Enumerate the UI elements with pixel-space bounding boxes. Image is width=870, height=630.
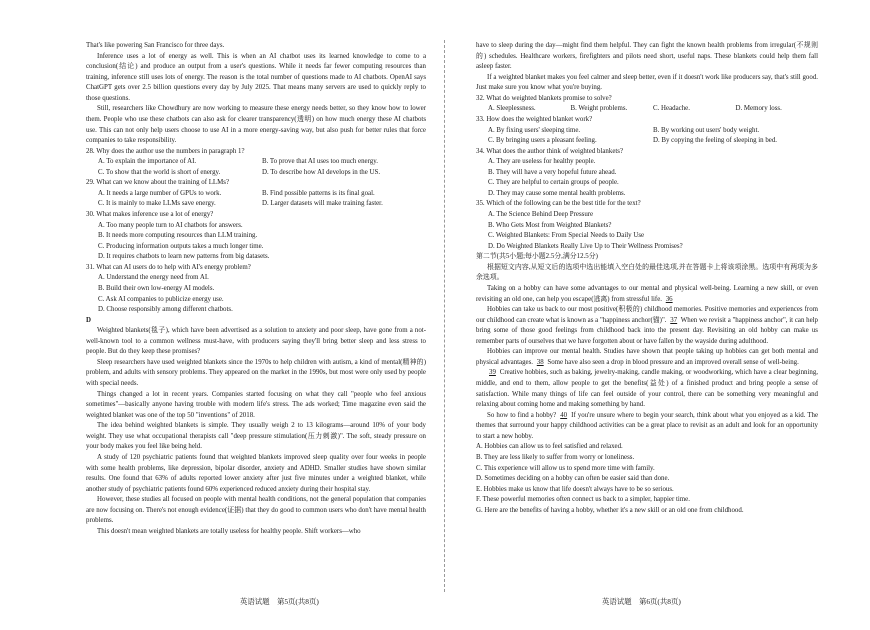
paragraph: That's like powering San Francisco for three days.: [86, 42, 225, 49]
column-divider: [444, 40, 445, 592]
paragraph: Sleep researchers have used weighted blankets since the 1970s to help children with autism, a kind of mental(精神的) problem, and adults with sensory problems. They appeared on the market in the 1990s, but most were only used by people with special needs.: [86, 358, 426, 387]
choice-b: B. They are less likely to suffer from worry or loneliness.: [476, 453, 635, 461]
question-30: 30. What makes inference use a lot of energy?: [86, 211, 214, 218]
option-31a: A. Understand the energy need from AI.: [98, 274, 209, 282]
option-30a: A. Too many people turn to AI chatbots for answers.: [98, 221, 243, 229]
question-29: 29. What can we know about the training of LLMs?: [86, 179, 230, 187]
option-32b: B. Weight problems.: [570, 105, 628, 113]
left-column: [86, 41, 426, 537]
option-28b: B. To prove that AI uses too much energy.: [262, 158, 378, 166]
text: Creative hobbies, such as baking, jewelry-making, candle making, or woodworking, which have a clear beginning, middle, and end to them, allow people to get the benefits(益处) of a finished product and bring people a sense of satisfaction. While many things of life can feel outside of your control, there can be something very meaningful and relaxing about coming home and making something by hand.: [476, 369, 818, 409]
option-34b: B. They will have a very hopeful future ahead.: [488, 168, 617, 176]
text: Some have also seen a drop in blood pressure and an improved overall sense of well-being.: [547, 358, 799, 366]
option-32c: C. Headache.: [653, 105, 690, 113]
blank-38: 38: [536, 358, 544, 366]
option-30d: D. It requires chatbots to learn new patterns from big datasets.: [98, 253, 270, 261]
option-34a: A. They are useless for healthy people.: [488, 158, 596, 166]
paragraph: [476, 411, 818, 443]
option-29c: C. It is mainly to make LLMs save energy.: [98, 200, 216, 208]
page-footer-right: 英语试题 第6页(共8页): [602, 597, 681, 606]
passage-d-heading: D: [86, 316, 91, 324]
option-34c: C. They are helpful to certain groups of people.: [488, 179, 619, 187]
option-33c: C. By bringing users a pleasant feeling.: [488, 137, 597, 145]
paragraph: However, these studies all focused on people with mental health conditions, not the general population that companies are now focusing on. There's not enough evidence(证据) that they do good to common users who don't have mental health problems.: [86, 496, 426, 525]
options-row: [86, 168, 426, 179]
paragraph: [476, 305, 818, 347]
question-33: 33. How does the weighted blanket work?: [476, 115, 593, 123]
option-28a: A. To explain the importance of AI.: [98, 158, 197, 166]
section-heading: 第二节(共5小题;每小题2.5分,满分12.5分): [476, 253, 598, 261]
options-row: [86, 199, 426, 210]
option-35c: C. Weighted Blankets: From Special Needs to Daily Use: [488, 232, 645, 240]
paragraph: [476, 368, 818, 410]
paragraph: have to sleep during the day—might find them helpful. They can fight the known health problems from irregular(不规则的) schedules. Healthcare workers, firefighters and pilots need short, useful naps. These blankets could help them fall asleep faster.: [476, 42, 818, 71]
blank-36: 36: [665, 295, 673, 303]
options-row: [86, 157, 426, 168]
option-35d: D. Do Weighted Blankets Really Live Up to Their Wellness Promises?: [488, 242, 683, 250]
option-32a: A. Sleeplessness.: [488, 105, 536, 113]
paragraph: [476, 284, 818, 305]
page-footer-left: 英语试题 第5页(共8页): [240, 597, 319, 606]
choice-c: C. This experience will allow us to spend more time with family.: [476, 464, 655, 472]
question-28: 28. Why does the author use the numbers in paragraph 1?: [86, 147, 245, 155]
option-35a: A. The Science Behind Deep Pressure: [488, 211, 594, 218]
option-29d: D. Larger datasets will make training faster.: [262, 200, 383, 208]
question-31: 31. What can AI users do to help with AI's energy problem?: [86, 263, 251, 271]
paragraph: Inference uses a lot of energy as well. This is when an AI chatbot uses its learned knowledge to come to a conclusion(结论) and produce an output from a user's questions. While it needs far fewer computing resources than training, inference still uses lots of energy. The reason is the total number of questions made to AI chatbots. OpenAI says ChatGPT gets over 2.5 billion questions every day by July 2025. That means many servers are used to quickly reply to those questions.: [86, 52, 426, 102]
option-31b: B. Build their own low-energy AI models.: [98, 284, 215, 292]
choice-d: D. Sometimes deciding on a hobby can often be easier said than done.: [476, 475, 670, 483]
choice-g: G. Here are the benefits of having a hobby, whether it's a new skill or an old one from childhood.: [476, 506, 744, 514]
option-31c: C. Ask AI companies to publicize energy use.: [98, 295, 224, 303]
text: So how to find a hobby?: [487, 411, 557, 419]
text: Hobbies can take us back to our most positive(积极的) childhood memories. Positive memories and experiences from our childhood can create what is known as a "happiness anchor(锚)".: [476, 306, 818, 324]
options-row: [476, 104, 818, 115]
text: When we revisit a "happiness anchor", it can help bring some of those good feelings from childhood back into the present day. Revisiting an old hobby can make us remember parts of ourselves that we have forgotten about or have fallen by the wayside during adulthood.: [476, 316, 818, 345]
option-29a: A. It needs a large number of GPUs to work.: [98, 189, 222, 197]
paragraph: This doesn't mean weighted blankets are totally useless for healthy people. Shift workers—who: [97, 527, 361, 535]
paragraph: Weighted blankets(毯子), which have been advertised as a solution to anxiety and poor sleep, have gone from a not-well-known tool to a common wellness must-have, with producers saying they'll bring better sleep and less stress to people. But do they keep these promises?: [86, 327, 426, 356]
question-35: 35. Which of the following can be the best title for the text?: [476, 200, 641, 208]
paragraph: A study of 120 psychiatric patients found that weighted blankets improved sleep quality over four weeks in people with some health problems, like depression, bipolar disorder, anxiety and ADHD. Smaller studies have shown similar results. One found that 63% of adults reported lower anxiety after just five minutes under a weighted blanket, while another study of psychiatric patients found 60% experienced reduced anxiety during their hospital stay.: [86, 453, 426, 493]
option-28d: D. To describe how AI develops in the US.: [262, 168, 381, 176]
option-31d: D. Choose responsibly among different chatbots.: [98, 306, 233, 314]
option-33b: B. By working out users' body weight.: [653, 126, 760, 134]
section-instructions: 根据短文内容,从短文后的选项中选出能填入空白处的最佳选项,并在答题卡上将该项涂黑。选项中有两项为多余选项。: [476, 263, 818, 282]
option-34d: D. They may cause some mental health problems.: [488, 189, 626, 197]
question-34: 34. What does the author think of weighted blankets?: [476, 147, 624, 155]
blank-37: 37: [670, 316, 678, 324]
paragraph: Things changed a lot in recent years. Companies started focusing on what they call "people who feel anxious sometimes"—basically anyone having trouble with modern life's stress. The ads worked; Time magazine even said the weighted blanket was one of the top 50 "inventions" of 2018.: [86, 390, 426, 419]
choice-e: E. Hobbies make us know that life doesn't always have to be so serious.: [476, 485, 674, 493]
paragraph: If a weighted blanket makes you feel calmer and sleep better, even if it doesn't work like producers say, that's still good. Just make sure you know what you're buying.: [476, 73, 818, 92]
text: Hobbies can improve our mental health. Studies have shown that people taking up hobbies can get both mental and physical advantages.: [476, 348, 818, 366]
choice-a: A. Hobbies can allow us to feel satisfied and relaxed.: [476, 443, 623, 451]
blank-40: 40: [560, 411, 568, 419]
text: If you're unsure where to begin your search, think about what you enjoyed as a kid. The themes that surround your happy childhood activities can be a great place to revisit as an adult and look for an opportunity to start a new hobby.: [476, 411, 819, 440]
paragraph: [476, 347, 818, 368]
options-row: [86, 189, 426, 200]
option-32d: D. Memory loss.: [735, 105, 782, 113]
paragraph: Still, researchers like Chowdhury are now working to measure these energy needs better, so they know how to lower them. People who use these chatbots can also ask for clearer transparency(透明) on how much energy these AI chatbots use. This can not only help users choose to use AI in a more energy-saving way, but also push for better rules that force companies to take responsibility.: [86, 105, 426, 145]
option-33a: A. By fixing users' sleeping time.: [488, 126, 581, 134]
option-33d: D. By copying the feeling of sleeping in bed.: [653, 137, 778, 145]
choice-f: F. These powerful memories often connect us back to a simpler, happier time.: [476, 496, 690, 504]
paragraph: The idea behind weighted blankets is simple. They usually weigh 2 to 13 kilograms—around 10% of your body weight. They use what occupational therapists call "deep pressure stimulation(压力刺激)". The soft, steady pressure on your body makes you feel like being held.: [86, 422, 426, 451]
option-30c: C. Producing information outputs takes a much longer time.: [98, 242, 264, 250]
option-35b: B. Who Gets Most from Weighted Blankets?: [488, 221, 612, 229]
option-29b: B. Find possible patterns is its final goal.: [262, 189, 375, 197]
options-row: [476, 136, 818, 147]
options-row: [476, 126, 818, 137]
question-32: 32. What do weighted blankets promise to solve?: [476, 94, 612, 102]
option-30b: B. It needs more computing resources than LLM training.: [98, 232, 258, 240]
blank-39: 39: [489, 369, 496, 377]
text: Taking on a hobby can have some advantages to our mental and physical well-being. Learning a new skill, or even revisiting an old one, can help you escape(逃离) from stressful life.: [476, 284, 818, 303]
right-column: [476, 41, 818, 516]
option-28c: C. To show that the world is short of energy.: [98, 168, 221, 176]
